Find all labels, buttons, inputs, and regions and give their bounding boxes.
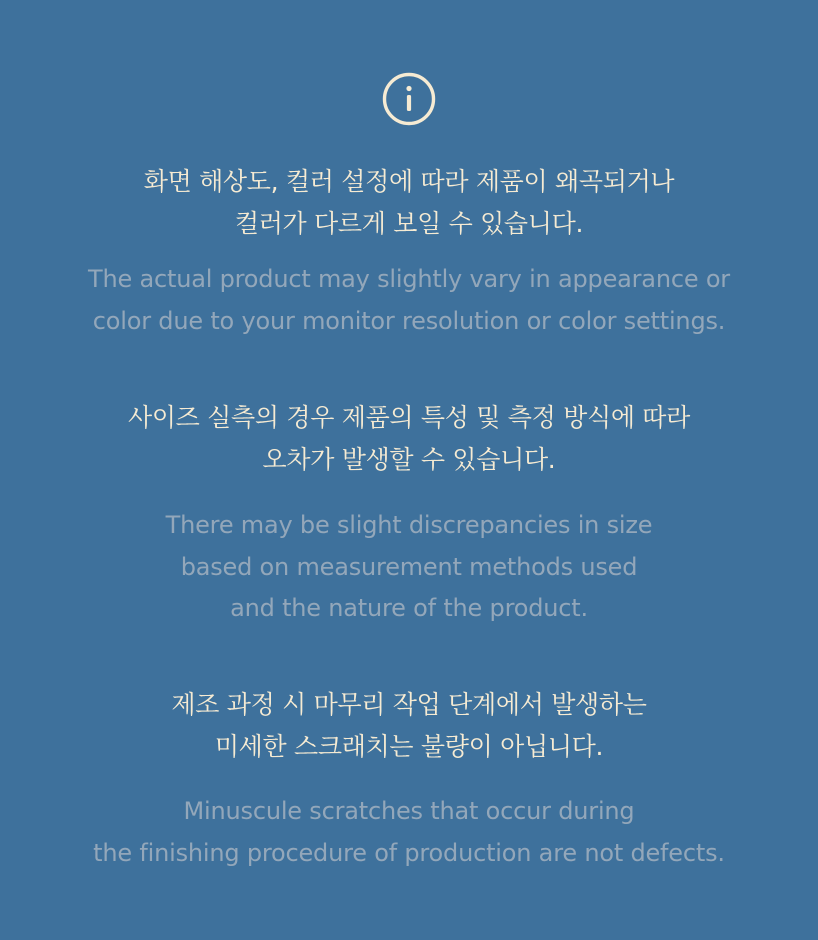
notice-1-english-line-1: The actual product may slightly vary in appearance or (88, 265, 730, 293)
notice-3-korean-line-1: 제조 과정 시 마무리 작업 단계에서 발생하는 (171, 690, 647, 719)
notice-2-english (0, 505, 818, 630)
notice-2-english-line-1: There may be slight discrepancies in size (165, 511, 653, 539)
notice-1-english (0, 259, 818, 342)
notice-2-korean-line-2: 오차가 발생할 수 있습니다. (262, 445, 556, 474)
notice-3-english-line-2: the finishing procedure of production are not defects. (93, 838, 725, 867)
info-icon (382, 72, 436, 126)
notice-2-korean-line-1: 사이즈 실측의 경우 제품의 특성 및 측정 방식에 따라 (127, 403, 691, 432)
notice-1-korean-line-2: 컬러가 다르게 보일 수 있습니다. (234, 209, 584, 238)
notice-1-korean-line-1: 화면 해상도, 컬러 설정에 따라 제품이 왜곡되거나 (143, 167, 675, 196)
notice-2-korean (0, 397, 818, 481)
notice-3-korean (0, 684, 818, 768)
notice-1-korean (0, 161, 818, 245)
notice-2-english-line-2: based on measurement methods used (180, 552, 638, 581)
notice-3-korean-line-2: 미세한 스크래치는 불량이 아닙니다. (214, 732, 604, 761)
notice-2-english-line-3: and the nature of the product. (230, 594, 588, 622)
notice-3-english (0, 791, 818, 874)
notice-3-english-line-1: Minuscule scratches that occur during (183, 797, 635, 825)
notice-1-english-line-2: color due to your monitor resolution or color settings. (92, 306, 726, 335)
